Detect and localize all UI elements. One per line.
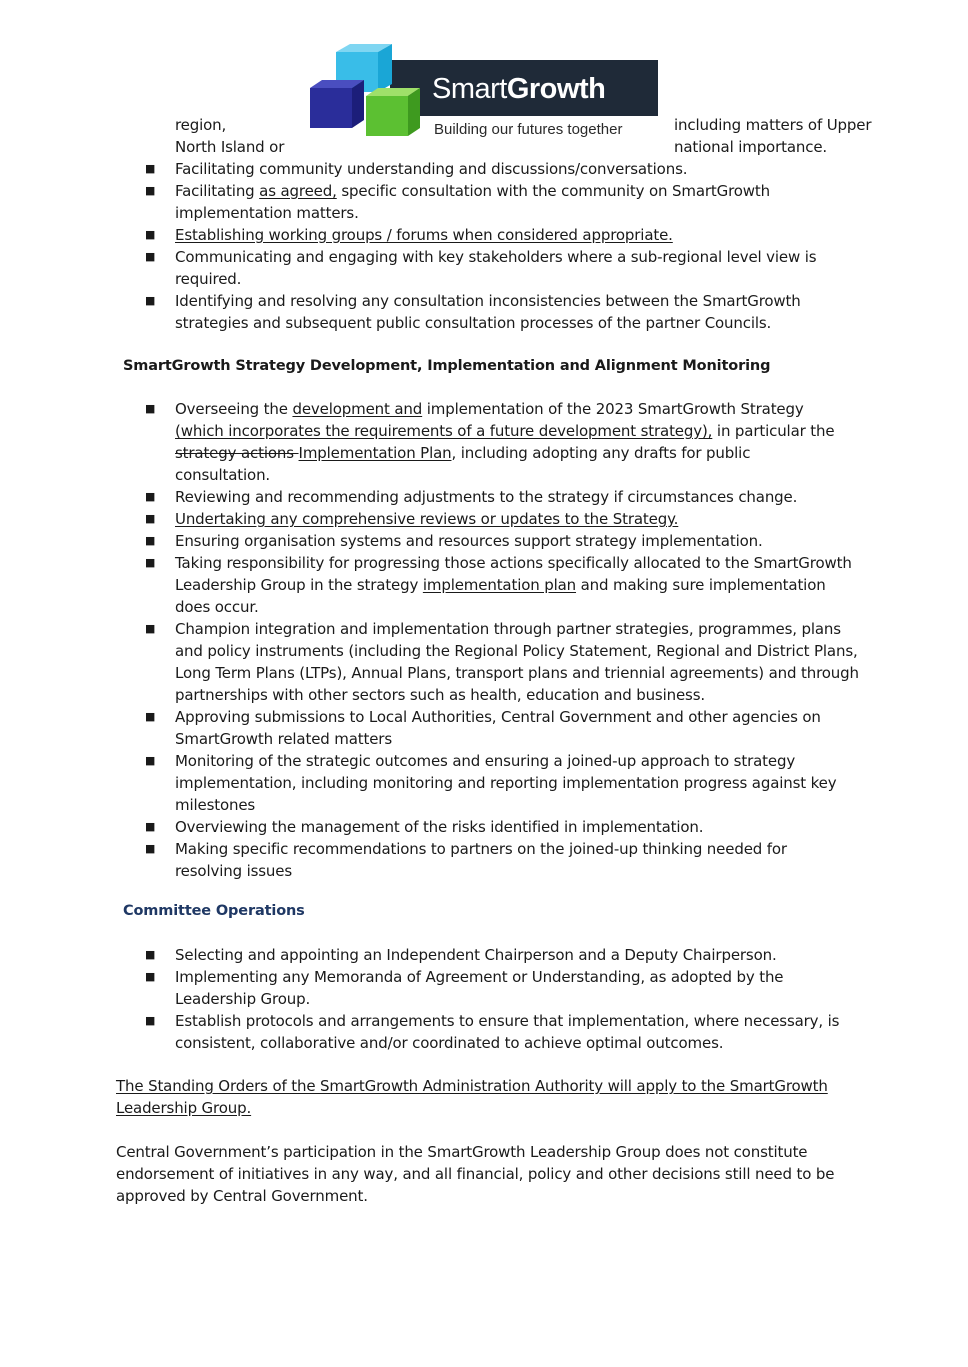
logo-brand-growth: Growth xyxy=(506,73,606,105)
list-item-continuation: strategy actions Implementation Plan, including adopting any drafts for public xyxy=(175,444,751,462)
list-item-continuation: strategies and subsequent public consultation processes of the partner Councils. xyxy=(175,314,772,332)
svg-text:SmartGrowth xyxy=(432,73,605,105)
bullet: ■ xyxy=(145,842,156,855)
smartgrowth-logo xyxy=(306,40,660,140)
bullet: ■ xyxy=(145,250,156,263)
bullet: ■ xyxy=(145,162,156,175)
list-item-continuation: required. xyxy=(175,270,242,288)
top-line2-right: national importance. xyxy=(674,138,828,156)
bullet: ■ xyxy=(145,622,156,635)
bullet: ■ xyxy=(145,294,156,307)
list-item: Taking responsibility for progressing those actions specifically allocated to the SmartGrowth xyxy=(175,554,852,572)
list-item-continuation: implementation matters. xyxy=(175,204,359,222)
list-item-continuation: milestones xyxy=(175,796,256,814)
bullet: ■ xyxy=(145,556,156,569)
list-item: Overviewing the management of the risks identified in implementation. xyxy=(175,818,704,836)
list-item: Reviewing and recommending adjustments to the strategy if circumstances change. xyxy=(175,488,798,506)
list-item: Facilitating community understanding and discussions/conversations. xyxy=(175,160,688,178)
list-item-continuation: implementation, including monitoring and reporting implementation progress against key xyxy=(175,774,837,792)
bullet: ■ xyxy=(145,970,156,983)
list-item-continuation: Leadership Group. xyxy=(175,990,311,1008)
bullet: ■ xyxy=(145,402,156,415)
top-line1-left: region, xyxy=(175,116,227,134)
top-line1-right: including matters of Upper xyxy=(674,116,872,134)
top-line2-left: North Island or xyxy=(175,138,285,156)
central-government-paragraph: Central Government’s participation in the SmartGrowth Leadership Group does not constitute xyxy=(116,1143,808,1161)
list-item: Ensuring organisation systems and resources support strategy implementation. xyxy=(175,532,763,550)
section-heading-strategy: SmartGrowth Strategy Development, Implementation and Alignment Monitoring xyxy=(123,358,771,374)
list-item: Approving submissions to Local Authorities, Central Government and other agencies on xyxy=(175,708,821,726)
bullet: ■ xyxy=(145,1014,156,1027)
standing-orders-paragraph-continuation: Leadership Group. xyxy=(116,1099,252,1117)
list-item-continuation: consultation. xyxy=(175,466,271,484)
list-item: Establish protocols and arrangements to ensure that implementation, where necessary, is xyxy=(175,1012,840,1030)
list-item: Facilitating as agreed, specific consultation with the community on SmartGrowth xyxy=(175,182,771,200)
list-item: Communicating and engaging with key stakeholders where a sub-regional level view is xyxy=(175,248,817,266)
list-item: Implementing any Memoranda of Agreement or Understanding, as adopted by the xyxy=(175,968,784,986)
bullet: ■ xyxy=(145,512,156,525)
section-heading-committee: Committee Operations xyxy=(123,903,305,919)
central-government-paragraph-continuation: endorsement of initiatives in any way, and all financial, policy and other decisions still need to be xyxy=(116,1165,835,1183)
bullet: ■ xyxy=(145,820,156,833)
bullet: ■ xyxy=(145,754,156,767)
list-item-continuation: consistent, collaborative and/or coordinated to achieve optimal outcomes. xyxy=(175,1034,724,1052)
list-item: Champion integration and implementation through partner strategies, programmes, plans xyxy=(175,620,841,638)
list-item-continuation: does occur. xyxy=(175,598,259,616)
list-item-continuation: SmartGrowth related matters xyxy=(175,730,392,748)
bullet: ■ xyxy=(145,228,156,241)
list-item: Selecting and appointing an Independent Chairperson and a Deputy Chairperson. xyxy=(175,946,777,964)
bullet: ■ xyxy=(145,710,156,723)
logo-brand-smart: Smart xyxy=(432,73,507,105)
bullet: ■ xyxy=(145,184,156,197)
bullet: ■ xyxy=(145,534,156,547)
list-item: Overseeing the development and implementation of the 2023 SmartGrowth Strategy xyxy=(175,400,804,418)
central-government-paragraph-continuation: approved by Central Government. xyxy=(116,1187,368,1205)
list-item: Monitoring of the strategic outcomes and ensuring a joined-up approach to strategy xyxy=(175,752,796,770)
list-item: Undertaking any comprehensive reviews or updates to the Strategy. xyxy=(175,510,679,528)
bullet: ■ xyxy=(145,948,156,961)
bullet: ■ xyxy=(145,490,156,503)
list-item-continuation: Leadership Group in the strategy implementation plan and making sure implementation xyxy=(175,576,826,594)
logo-tagline: Building our futures together xyxy=(434,121,623,138)
list-item-continuation: partnerships with other sectors such as health, education and business. xyxy=(175,686,705,704)
list-item-continuation: and policy instruments (including the Regional Policy Statement, Regional and District Plans, xyxy=(175,642,858,660)
list-item-continuation: Long Term Plans (LTPs), Annual Plans, transport plans and triennial agreements) and through xyxy=(175,664,859,682)
list-item: Making specific recommendations to partners on the joined-up thinking needed for xyxy=(175,840,787,858)
list-item-continuation: resolving issues xyxy=(175,862,293,880)
list-item-continuation: (which incorporates the requirements of a future development strategy), in particular the xyxy=(175,422,835,440)
list-item: Identifying and resolving any consultation inconsistencies between the SmartGrowth xyxy=(175,292,801,310)
standing-orders-paragraph: The Standing Orders of the SmartGrowth Administration Authority will apply to the SmartGrowth xyxy=(116,1077,828,1095)
list-item: Establishing working groups / forums when considered appropriate. xyxy=(175,226,673,244)
